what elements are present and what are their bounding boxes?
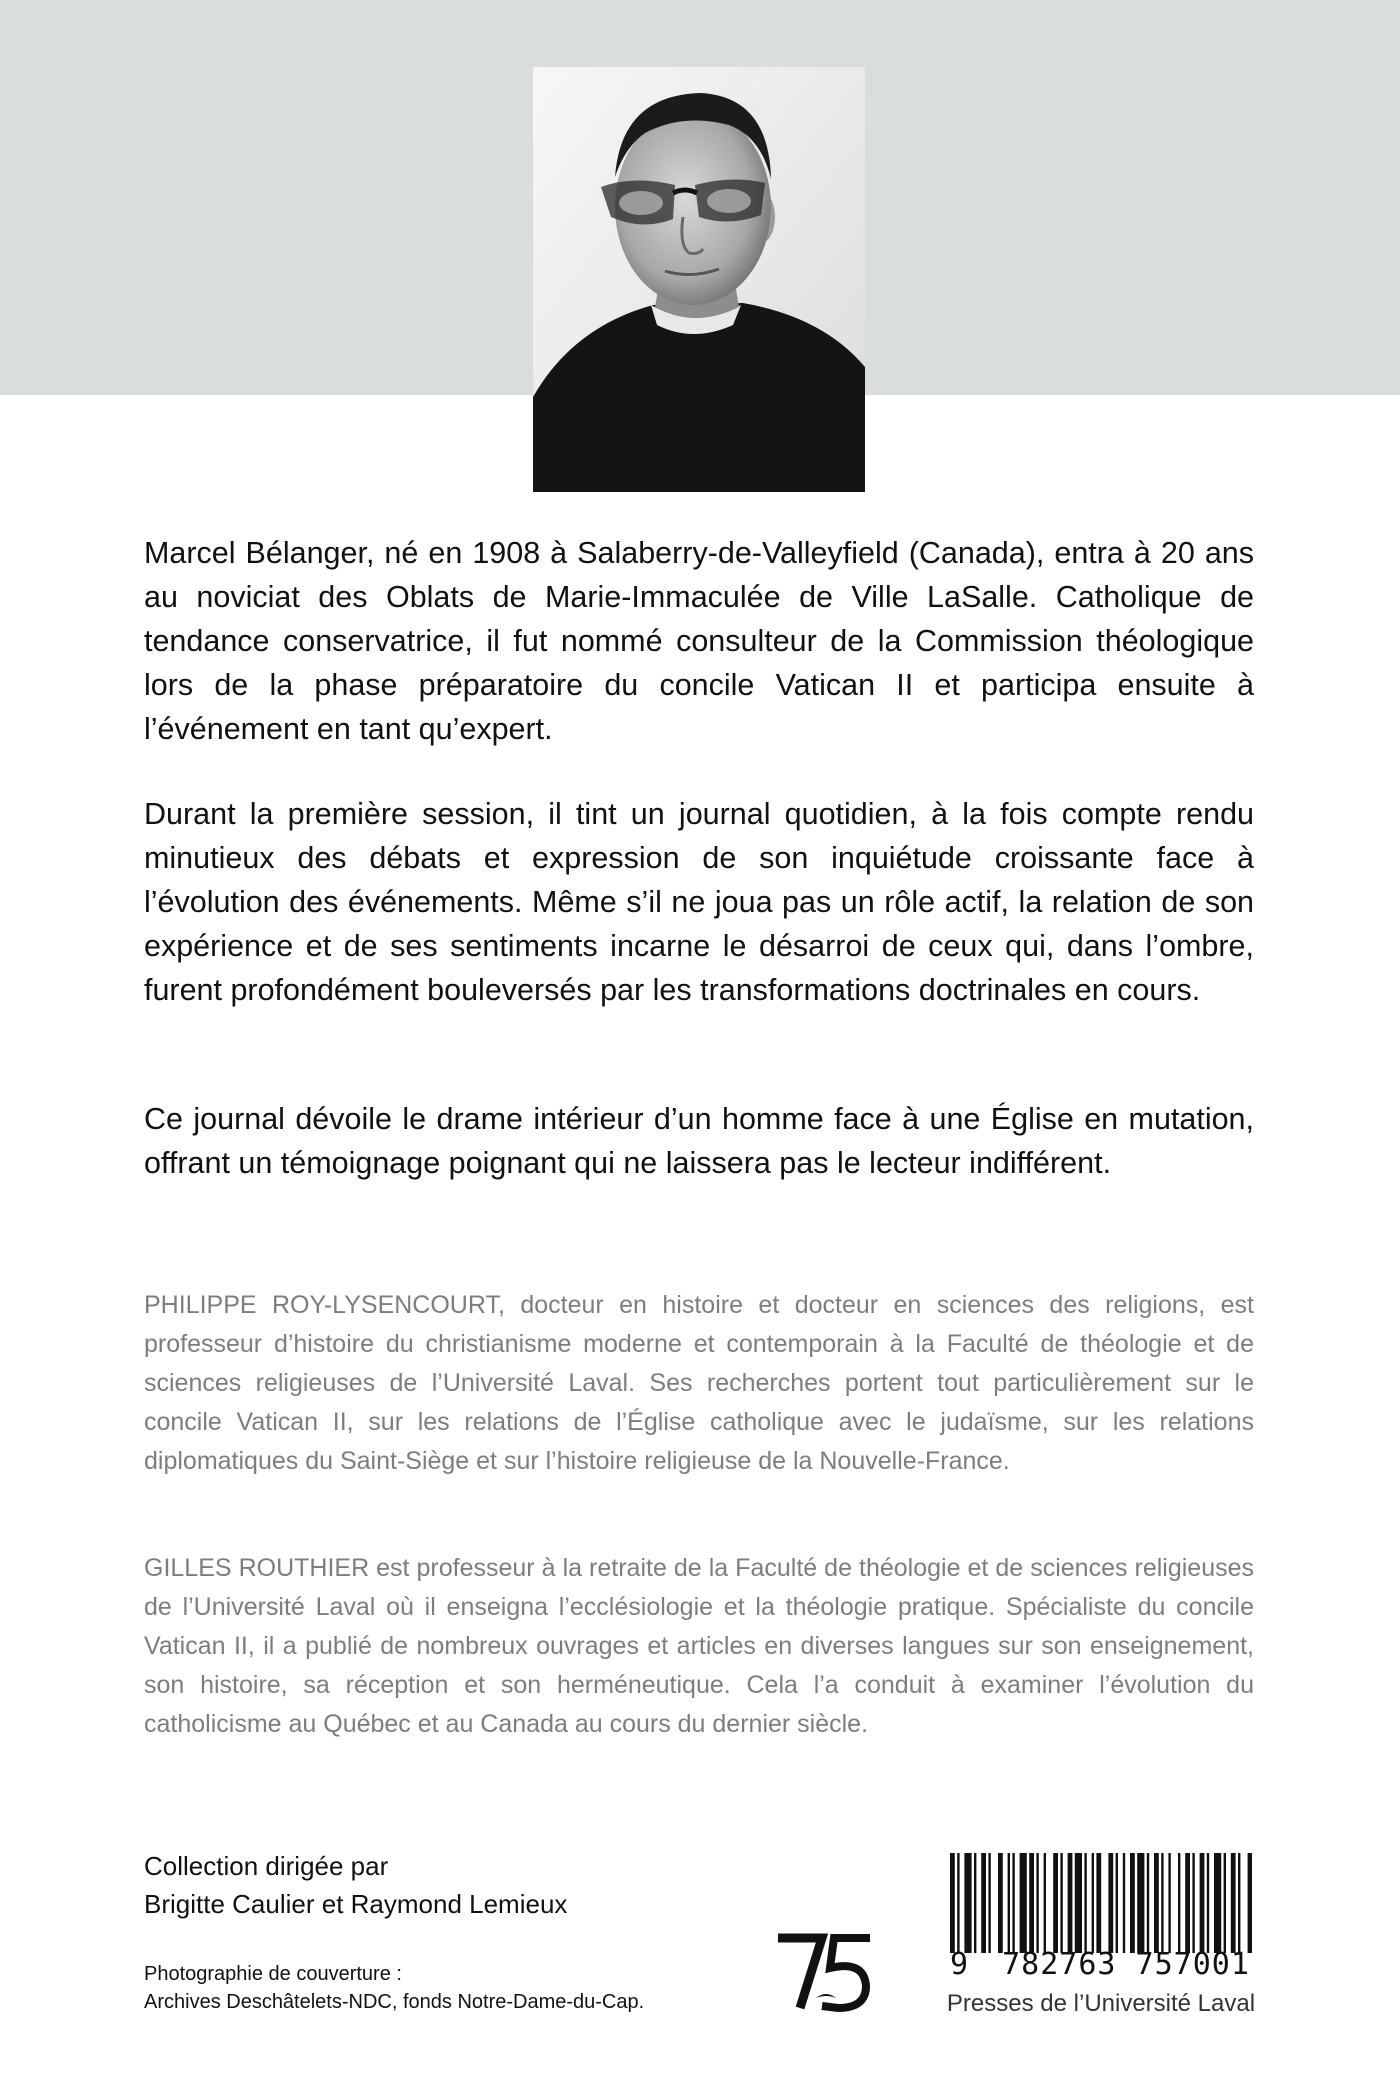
barcode-bar [998, 1853, 1003, 1953]
isbn-barcode [946, 1853, 1256, 1953]
barcode-bar [1075, 1853, 1082, 1953]
barcode-bar [1214, 1853, 1221, 1953]
barcode-bar [1154, 1853, 1159, 1953]
barcode-bar [981, 1853, 986, 1953]
barcode-bar [1060, 1853, 1062, 1953]
author-bio-routhier: GILLES ROUTHIER est professeur à la retraite de la Faculté de théologie et de sciences religieuses de l’Université Laval où il enseigna l’ecclésiologie et la théologie pratique. Spécialiste du concile Vatican II, il a publié de nombreux ouvrages et articles en diverses langues sur son enseignement, son histoire, sa réception et son herméneutique. Cela l’a conduit à examiner l’évolution du catholicisme au Québec et au Canada au cours du dernier siècle. [144, 1554, 1254, 1738]
barcode-bar [1029, 1853, 1034, 1953]
publisher-name: Presses de l’Université Laval [946, 1990, 1256, 2017]
barcode-bar [1130, 1853, 1135, 1953]
barcode-bar [1231, 1853, 1236, 1953]
barcode-bar [1168, 1853, 1170, 1953]
barcode-bar [1116, 1853, 1118, 1953]
barcode-bar [1044, 1853, 1046, 1953]
photo-credit [144, 1960, 764, 2016]
author-bio-roy-lysencourt: PHILIPPE ROY-LYSENCOURT, docteur en histoire et docteur en sciences des religions, est professeur d’histoire du christianisme moderne et contemporain à la Faculté de théologie et de sciences religieuses de l’Université Laval. Ses recherches portent tout particulièrement sur le concile Vatican II, sur les relations de l’Église catholique avec le judaïsme, sur les relations diplomatiques du Saint-Siège et sur l’histoire religieuse de la Nouvelle-France. [144, 1291, 1254, 1475]
collection-label: Collection dirigée par [144, 1851, 389, 1881]
barcode-bar [988, 1853, 990, 1953]
summary-paragraph-3: Ce journal dévoile le drame intérieur d’un homme face à une Église en mutation, offrant un témoignage poignant qui ne laissera pas le lecteur indifférent. [144, 1102, 1254, 1180]
photo-credit-source: Archives Deschâtelets-NDC, fonds Notre-Dame-du-Cap. [144, 1991, 645, 2013]
isbn-digits: 782763 757001 [1002, 1947, 1250, 1982]
barcode-bar [1012, 1853, 1014, 1953]
summary-paragraph-1: Marcel Bélanger, né en 1908 à Salaberry-de-Valleyfield (Canada), entra à 20 ans au noviciat des Oblats de Marie-Immaculée de Ville LaSalle. Catholique de tendance conservatrice, il fut nommé consulteur de la Commission théologique lors de la phase préparatoire du concile Vatican II et participa ensuite à l’événement en tant qu’expert. [144, 536, 1254, 746]
barcode-bar [1008, 1853, 1010, 1953]
barcode-bar [1224, 1853, 1226, 1953]
barcode-bar [1238, 1853, 1240, 1953]
photo-credit-label: Photographie de couverture : [144, 1963, 402, 1985]
barcode-bar [974, 1853, 976, 1953]
barcode-bar [1192, 1853, 1194, 1953]
summary-paragraph-2: Durant la première session, il tint un journal quotidien, à la fois compte rendu minutieux des débats et expression de son inquiétude croissante face à l’évolution des événements. Même s’il ne joua pas un rôle actif, la relation de son expérience et de ses sentiments incarne le désarroi de ceux qui, dans l’ombre, furent profondément bouleversés par les transformations doctrinales en cours. [144, 797, 1254, 1007]
barcode-bar [1147, 1853, 1149, 1953]
barcode-bar [1036, 1853, 1038, 1953]
barcode-bar [950, 1853, 955, 1953]
barcode-bar [1123, 1853, 1125, 1953]
collection-editors [144, 1847, 744, 1923]
barcode-bar [964, 1853, 971, 1953]
author-portrait-photo [533, 67, 865, 492]
barcode-bar [1248, 1853, 1252, 1953]
barcode-bar [1161, 1853, 1163, 1953]
barcode-bar [1096, 1853, 1101, 1953]
barcode-bar [1092, 1853, 1094, 1953]
barcode-bar [1185, 1853, 1190, 1953]
barcode-bar [1068, 1853, 1073, 1953]
barcode-bar [957, 1853, 959, 1953]
anniversary-75-logo [776, 1932, 876, 2012]
barcode-bar [1084, 1853, 1086, 1953]
barcode-bar [1178, 1853, 1180, 1953]
barcode-bar [1020, 1853, 1027, 1953]
barcode-bar [1207, 1853, 1209, 1953]
barcode-bar [1053, 1853, 1058, 1953]
collection-editor-names: Brigitte Caulier et Raymond Lemieux [144, 1889, 568, 1919]
barcode-bar [1108, 1853, 1113, 1953]
barcode-bar [1200, 1853, 1205, 1953]
barcode-bar [1137, 1853, 1144, 1953]
isbn-leading-digit: 9 [950, 1947, 969, 1982]
